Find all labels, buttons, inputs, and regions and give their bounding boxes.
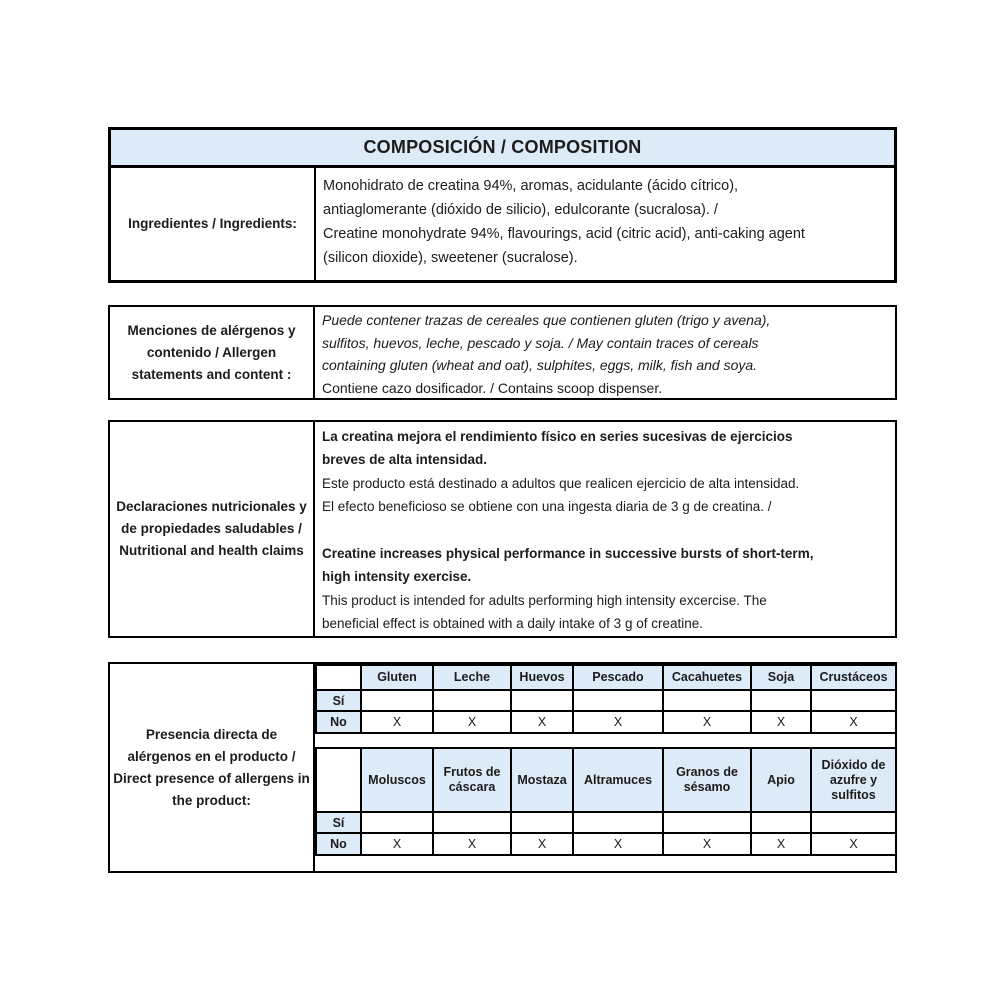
direct-presence-label: Presencia directa de alérgenos en el producto / Direct presence of allergens in the product: xyxy=(110,664,315,871)
presence-cell xyxy=(511,690,573,711)
allergen-statements-label: Menciones de alérgenos y contenido / Allergen statements and content : xyxy=(110,307,315,398)
ingredients-line: antiaglomerante (dióxido de silicio), edulcorante (sucralosa). / xyxy=(323,202,718,218)
presence-cell: X xyxy=(811,833,895,855)
corner-cell xyxy=(316,748,361,812)
allergen-header-cacahuetes: Cacahuetes xyxy=(663,665,751,690)
presence-cell: X xyxy=(811,711,895,733)
allergen-header-dioxido-de-azufre: Dióxido de azufre y sulfitos xyxy=(811,748,895,812)
presence-cell: X xyxy=(751,833,811,855)
allergen-statement-line: containing gluten (wheat and oat), sulphites, eggs, milk, fish and soya. xyxy=(322,357,758,374)
presence-cell: X xyxy=(361,711,433,733)
presence-cell xyxy=(663,690,751,711)
allergen-header-soja: Soja xyxy=(751,665,811,690)
presence-cell xyxy=(511,812,573,833)
row-label-no: No xyxy=(316,833,361,855)
presence-cell xyxy=(573,690,663,711)
presence-cell: X xyxy=(433,833,511,855)
claims-line: This product is intended for adults performing high intensity excercise. The xyxy=(322,592,767,608)
corner-cell xyxy=(316,665,361,690)
row-label-no: No xyxy=(316,711,361,733)
allergen-header-leche: Leche xyxy=(433,665,511,690)
allergen-header-huevos: Huevos xyxy=(511,665,573,690)
allergen-header-mostaza: Mostaza xyxy=(511,748,573,812)
ingredients-line: (silicon dioxide), sweetener (sucralose). xyxy=(323,250,578,266)
presence-cell: X xyxy=(751,711,811,733)
claims-line: El efecto beneficioso se obtiene con una ingesta diaria de 3 g de creatina. / xyxy=(322,499,772,515)
claims-line: breves de alta intensidad. xyxy=(322,452,488,468)
allergen-header-gluten: Gluten xyxy=(361,665,433,690)
claims-line: Este producto está destinado a adultos que realicen ejercicio de alta intensidad. xyxy=(322,475,800,491)
presence-cell xyxy=(573,812,663,833)
presence-cell: X xyxy=(511,711,573,733)
presence-cell xyxy=(663,812,751,833)
allergen-header-frutos-de-cascara: Frutos de cáscara xyxy=(433,748,511,812)
presence-cell: X xyxy=(663,711,751,733)
presence-cell xyxy=(811,690,895,711)
presence-cell xyxy=(433,812,511,833)
ingredients-text xyxy=(316,168,894,280)
presence-cell: X xyxy=(433,711,511,733)
presence-cell: X xyxy=(573,833,663,855)
allergen-statements-text xyxy=(315,307,895,398)
allergen-header-moluscos: Moluscos xyxy=(361,748,433,812)
claims-line: Creatine increases physical performance in successive bursts of short-term, xyxy=(322,546,814,562)
presence-cell: X xyxy=(511,833,573,855)
claims-text xyxy=(315,422,895,636)
presence-cell xyxy=(361,812,433,833)
presence-cell: X xyxy=(663,833,751,855)
allergen-header-altramuces: Altramuces xyxy=(573,748,663,812)
allergen-header-pescado: Pescado xyxy=(573,665,663,690)
presence-cell xyxy=(811,812,895,833)
direct-presence-section xyxy=(108,662,897,873)
row-label-yes: Sí xyxy=(316,690,361,711)
claims-line: beneficial effect is obtained with a daily intake of 3 g of creatine. xyxy=(322,616,703,632)
claims-line: high intensity exercise. xyxy=(322,569,472,585)
claims-section xyxy=(108,420,897,638)
spacer-row xyxy=(316,733,895,748)
claims-line: La creatina mejora el rendimiento físico en series sucesivas de ejercicios xyxy=(322,429,793,444)
ingredients-line: Monohidrato de creatina 94%, aromas, acidulante (ácido cítrico), xyxy=(323,178,739,194)
composition-section xyxy=(108,127,897,283)
presence-cell: X xyxy=(573,711,663,733)
presence-cell xyxy=(361,690,433,711)
ingredients-line: Creatine monohydrate 94%, flavourings, acid (citric acid), anti-caking agent xyxy=(323,226,805,242)
row-label-yes: Sí xyxy=(316,812,361,833)
claims-blank-line xyxy=(322,519,889,542)
ingredients-label: Ingredientes / Ingredients: xyxy=(111,168,316,280)
allergen-grid xyxy=(315,664,895,871)
allergen-header-granos-de-sesamo: Granos de sésamo xyxy=(663,748,751,812)
presence-cell xyxy=(751,690,811,711)
allergen-statement-line: sulfitos, huevos, leche, pescado y soja. / May contain traces of cereals xyxy=(322,334,759,351)
allergen-statement-line: Puede contener trazas de cereales que contienen gluten (trigo y avena), xyxy=(322,312,771,328)
allergen-statement-line: Contiene cazo dosificador. / Contains scoop dispenser. xyxy=(322,379,663,396)
presence-cell xyxy=(433,690,511,711)
claims-label: Declaraciones nutricionales y de propiedades saludables / Nutritional and health claims xyxy=(110,422,315,636)
allergen-statements-section xyxy=(108,305,897,400)
presence-cell xyxy=(751,812,811,833)
allergen-header-apio: Apio xyxy=(751,748,811,812)
presence-cell: X xyxy=(361,833,433,855)
allergen-presence-table xyxy=(315,664,895,856)
composition-title: COMPOSICIÓN / COMPOSITION xyxy=(111,130,894,168)
allergen-header-crustaceos: Crustáceos xyxy=(811,665,895,690)
